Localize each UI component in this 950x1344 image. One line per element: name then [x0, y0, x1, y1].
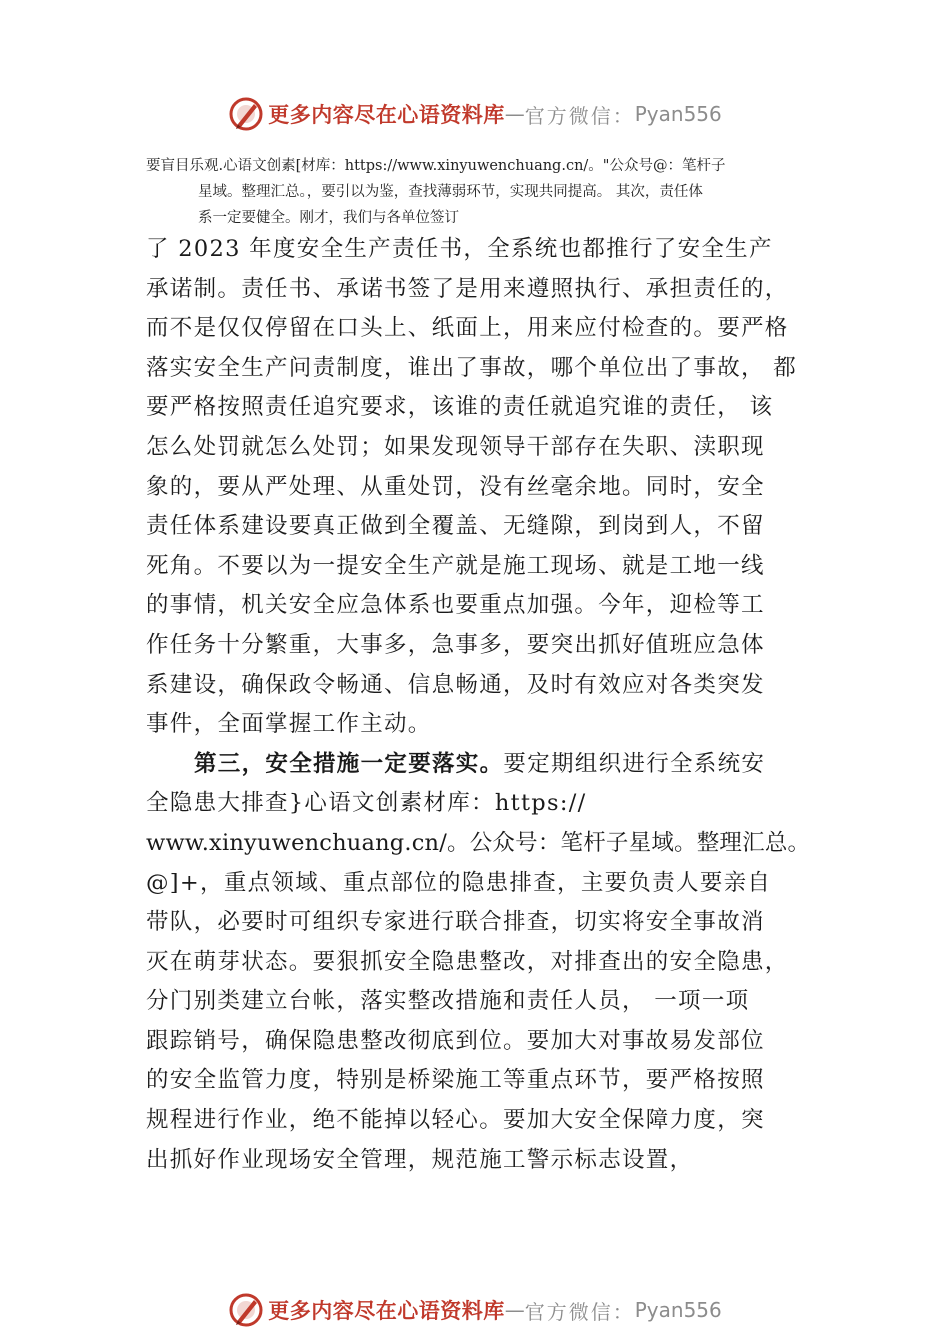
body-line: 规程进行作业，绝不能掉以轻心。要加大安全保障力度，突	[146, 1107, 765, 1134]
body-line: 跟踪销号，确保隐患整改彻底到位。要加大对事故易发部位	[146, 1027, 765, 1054]
body-line: 全隐患大排查}心语文创素材库：https://	[146, 790, 587, 817]
body-line: 要严格按照责任追究要求，该谁的责任就追究谁的责任， 该	[146, 394, 774, 421]
body-line: 灭在萌芽状态。要狠抓安全隐患整改，对排查出的安全隐患，	[146, 948, 789, 975]
banner-title: 更多内容尽在心语资料库	[268, 102, 505, 127]
body-line: @]+，重点领域、重点部位的隐患排查，主要负责人要亲自	[146, 869, 772, 896]
body-line: 分门别类建立台帐，落实整改措施和责任人员， 一项一项	[146, 988, 750, 1015]
section-heading-rest: 要定期组织进行全系统安	[503, 750, 766, 777]
banner-wechat-label: 官方微信：	[524, 1299, 635, 1324]
banner-wechat-label: 官方微信：	[524, 103, 635, 128]
banner-dash: —	[504, 102, 525, 126]
small-line: 星域。整理汇总。，要引以为鉴，查找薄弱环节，实现共同提高。 其次，责任体	[198, 184, 703, 200]
banner-title: 更多内容尽在心语资料库	[268, 1298, 505, 1323]
small-line: 要盲目乐观.心语文创素[材库：https://www.xinyuwenchuang.cn/。"公众号@：笔杆子	[146, 158, 726, 174]
body-line: 而不是仅仅停留在口头上、纸面上，用来应付检查的。要严格	[146, 315, 789, 342]
small-line: 系一定要健全。刚才，我们与各单位签订	[198, 210, 459, 226]
body-line: www.xinyuwenchuang.cn/。公众号：笔杆子星域。整理汇总。	[146, 829, 811, 856]
header-banner	[0, 94, 950, 134]
banner-wechat-id: Pyan556	[634, 102, 722, 126]
body-line: 了 2023 年度安全生产责任书，全系统也都推行了安全生产	[146, 236, 773, 262]
pen-logo-icon	[228, 1292, 264, 1328]
body-line: 出抓好作业现场安全管理，规范施工警示标志设置，	[146, 1146, 694, 1173]
body-line: 系建设，确保政令畅通、信息畅通，及时有效应对各类突发	[146, 671, 765, 698]
banner-dash: —	[504, 1298, 525, 1322]
body-line: 怎么处罚就怎么处罚；如果发现领导干部存在失职、渎职现	[146, 433, 765, 460]
body-line: 的事情，机关安全应急体系也要重点加强。今年，迎检等工	[146, 592, 765, 619]
section-heading: 第三，安全措施一定要落实。	[194, 750, 504, 777]
body-line: 死角。不要以为一提安全生产就是施工现场、就是工地一线	[146, 552, 765, 579]
body-line: 落实安全生产问责制度，谁出了事故，哪个单位出了事故， 都	[146, 354, 798, 381]
body-line: 责任体系建设要真正做到全覆盖、无缝隙，到岗到人，不留	[146, 513, 765, 540]
footer-banner	[0, 1290, 950, 1330]
pen-logo-icon	[228, 96, 264, 132]
body-line: 事件，全面掌握工作主动。	[146, 711, 432, 738]
body-line: 承诺制。责任书、承诺书签了是用来遵照执行、承担责任的，	[146, 275, 789, 302]
body-line: 带队，必要时可组织专家进行联合排查，切实将安全事故消	[146, 909, 765, 936]
body-line: 作任务十分繁重，大事多，急事多，要突出抓好值班应急体	[146, 631, 765, 658]
body-line: 象的，要从严处理、从重处罚，没有丝毫余地。同时，安全	[146, 473, 765, 500]
body-text	[146, 230, 846, 1180]
banner-wechat-id: Pyan556	[634, 1298, 722, 1322]
body-line: 的安全监管力度，特别是桥梁施工等重点环节，要严格按照	[146, 1067, 765, 1094]
section-heading-line	[146, 745, 846, 785]
small-text-block	[146, 153, 836, 231]
